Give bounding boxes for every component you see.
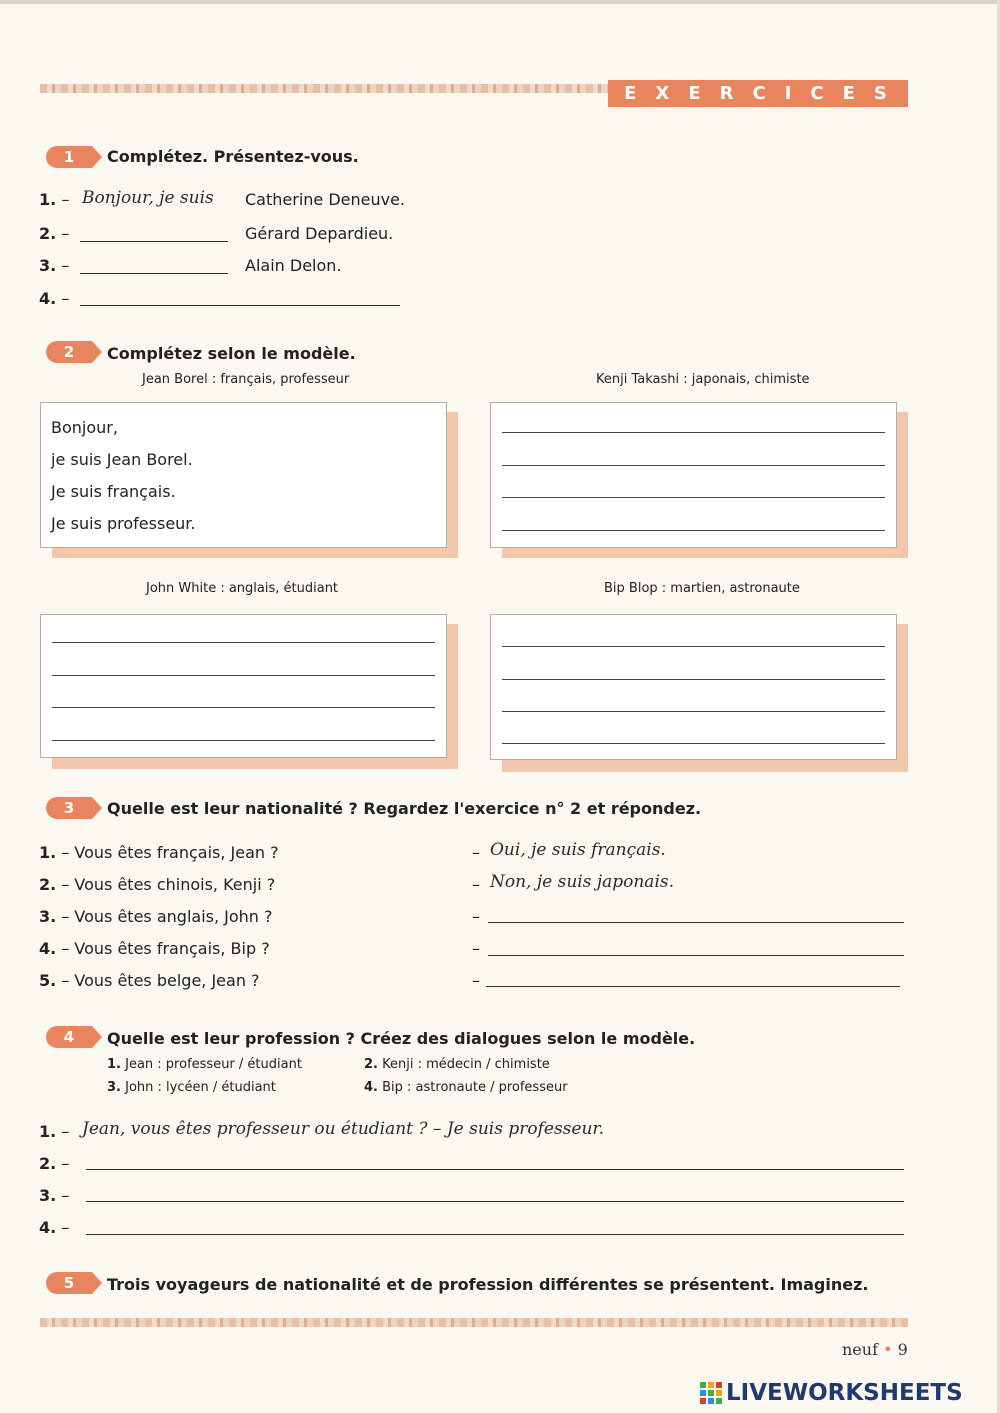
question-text: – Vous êtes français, Jean ? xyxy=(61,843,279,862)
ex3-question-2 xyxy=(39,875,275,894)
question-text: – Vous êtes belge, Jean ? xyxy=(61,971,260,990)
ex4-line-4 xyxy=(39,1218,69,1237)
exercise-1-badge xyxy=(46,146,106,168)
ex4-blank-4[interactable] xyxy=(86,1234,904,1235)
dash: – xyxy=(61,1154,70,1173)
exercise-4-number: 4 xyxy=(63,1028,75,1046)
ex3-blank-4[interactable] xyxy=(488,955,904,956)
prompt-text: John : lycéen / étudiant xyxy=(125,1080,276,1095)
ex4-line-3 xyxy=(39,1186,69,1205)
prompt-text: Bip : astronaute / professeur xyxy=(382,1080,568,1095)
ex1-name-1: Catherine Deneuve. xyxy=(245,190,406,209)
dash: – xyxy=(61,289,70,308)
ex1-blank-4[interactable] xyxy=(80,305,400,306)
dash: – xyxy=(61,1218,70,1237)
model-line-3: Je suis français. xyxy=(51,482,176,501)
ex4-answer-1[interactable]: Jean, vous êtes professeur ou étudiant ? – Je suis professeur. xyxy=(82,1119,605,1139)
exercise-3-title: Quelle est leur nationalité ? Regardez l'exercice n° 2 et répondez. xyxy=(107,799,702,818)
bip-box xyxy=(490,614,897,760)
kenji-write-line[interactable] xyxy=(502,432,885,433)
prompt-number: 4. xyxy=(364,1080,378,1095)
ex3-blank-3[interactable] xyxy=(488,922,904,923)
line-number: 1. xyxy=(39,190,57,209)
line-number: 2. xyxy=(39,224,57,243)
model-line-1: Bonjour, xyxy=(51,418,118,437)
caption-john-white: John White : anglais, étudiant xyxy=(146,581,339,596)
prompt-number: 3. xyxy=(107,1080,121,1095)
exercise-4-badge xyxy=(46,1026,106,1048)
kenji-write-line[interactable] xyxy=(502,497,885,498)
john-write-line[interactable] xyxy=(52,740,435,741)
page-number xyxy=(842,1340,908,1359)
line-number: 5. xyxy=(39,971,57,990)
line-number: 3. xyxy=(39,1186,57,1205)
section-banner: EXERCICES xyxy=(608,80,908,107)
caption-bip-blop: Bip Blop : martien, astronaute xyxy=(604,581,800,596)
line-number: 4. xyxy=(39,939,57,958)
dash: – xyxy=(61,1122,70,1141)
question-text: – Vous êtes anglais, John ? xyxy=(61,907,273,926)
john-write-line[interactable] xyxy=(52,642,435,643)
ex1-answer-1[interactable]: Bonjour, je suis xyxy=(82,188,214,208)
page-top-edge xyxy=(0,0,1000,4)
ex1-name-2: Gérard Depardieu. xyxy=(245,224,394,243)
logo-grid-icon xyxy=(700,1382,722,1404)
logo-text: LIVEWORKSHEETS xyxy=(726,1380,963,1406)
ex3-question-3 xyxy=(39,907,273,926)
line-number: 1. xyxy=(39,843,57,862)
ex1-line-2 xyxy=(39,224,69,243)
ex4-prompt-2 xyxy=(364,1057,550,1072)
exercise-5-title: Trois voyageurs de nationalité et de profession différentes se présentent. Imaginez. xyxy=(107,1275,869,1294)
ex1-line-4 xyxy=(39,289,69,308)
bip-write-line[interactable] xyxy=(502,679,885,680)
exercise-4-title: Quelle est leur profession ? Créez des dialogues selon le modèle. xyxy=(107,1029,696,1048)
kenji-box xyxy=(490,402,897,548)
kenji-write-line[interactable] xyxy=(502,465,885,466)
bip-write-line[interactable] xyxy=(502,711,885,712)
ex1-name-3: Alain Delon. xyxy=(245,256,342,275)
ex3-question-1 xyxy=(39,843,279,862)
ex3-dash-5: – xyxy=(472,971,480,990)
exercise-3-badge xyxy=(46,797,106,819)
dash: – xyxy=(61,1186,70,1205)
ex1-blank-2[interactable] xyxy=(80,241,228,242)
ex3-dash-4: – xyxy=(472,939,480,958)
ex3-answer-1[interactable]: Oui, je suis français. xyxy=(490,840,666,860)
question-text: – Vous êtes français, Bip ? xyxy=(61,939,270,958)
ex3-dash-3: – xyxy=(472,907,480,926)
dash: – xyxy=(61,190,70,209)
ex3-dash-1: – xyxy=(472,843,480,862)
caption-kenji-takashi: Kenji Takashi : japonais, chimiste xyxy=(596,372,810,387)
ex3-blank-5[interactable] xyxy=(486,986,900,987)
ex1-line-3 xyxy=(39,256,69,275)
line-number: 2. xyxy=(39,875,57,894)
exercise-3-number: 3 xyxy=(63,799,75,817)
ex4-prompt-4 xyxy=(364,1080,568,1095)
liveworksheets-logo[interactable] xyxy=(700,1378,990,1408)
prompt-text: Kenji : médecin / chimiste xyxy=(382,1057,550,1072)
dash: – xyxy=(61,256,70,275)
john-write-line[interactable] xyxy=(52,707,435,708)
prompt-number: 1. xyxy=(107,1057,121,1072)
exercise-5-number: 5 xyxy=(63,1274,75,1292)
model-line-2: je suis Jean Borel. xyxy=(51,450,193,469)
ex3-question-5 xyxy=(39,971,260,990)
exercise-2-badge xyxy=(46,341,106,363)
prompt-number: 2. xyxy=(364,1057,378,1072)
ex4-line-2 xyxy=(39,1154,69,1173)
prompt-text: Jean : professeur / étudiant xyxy=(125,1057,302,1072)
exercise-2-title: Complétez selon le modèle. xyxy=(107,344,356,363)
ex4-line-1 xyxy=(39,1122,69,1141)
ex4-prompt-1 xyxy=(107,1057,302,1072)
ex3-dash-2: – xyxy=(472,875,480,894)
ex3-question-4 xyxy=(39,939,270,958)
line-number: 4. xyxy=(39,289,57,308)
question-text: – Vous êtes chinois, Kenji ? xyxy=(61,875,276,894)
exercise-1-number: 1 xyxy=(63,148,75,166)
dash: – xyxy=(61,224,70,243)
exercise-2-number: 2 xyxy=(63,343,75,361)
bip-write-line[interactable] xyxy=(502,646,885,647)
caption-jean-borel: Jean Borel : français, professeur xyxy=(142,372,350,387)
ex1-line-1 xyxy=(39,190,69,209)
line-number: 4. xyxy=(39,1218,57,1237)
exercise-1-title: Complétez. Présentez-vous. xyxy=(107,147,359,166)
ex1-blank-3[interactable] xyxy=(80,273,228,274)
line-number: 2. xyxy=(39,1154,57,1173)
john-box xyxy=(40,614,447,758)
exercise-5-badge xyxy=(46,1272,106,1294)
line-number: 1. xyxy=(39,1122,57,1141)
ex3-answer-2[interactable]: Non, je suis japonais. xyxy=(490,872,675,892)
page-bullet: • xyxy=(883,1340,893,1359)
ex4-blank-2[interactable] xyxy=(86,1169,904,1170)
bottom-decorative-band xyxy=(40,1318,908,1327)
line-number: 3. xyxy=(39,907,57,926)
page-digit: 9 xyxy=(897,1340,908,1359)
ex4-blank-3[interactable] xyxy=(86,1201,904,1202)
bip-write-line[interactable] xyxy=(502,743,885,744)
john-write-line[interactable] xyxy=(52,675,435,676)
model-line-4: Je suis professeur. xyxy=(51,514,196,533)
page-word: neuf xyxy=(842,1340,878,1359)
kenji-write-line[interactable] xyxy=(502,530,885,531)
ex4-prompt-3 xyxy=(107,1080,276,1095)
line-number: 3. xyxy=(39,256,57,275)
